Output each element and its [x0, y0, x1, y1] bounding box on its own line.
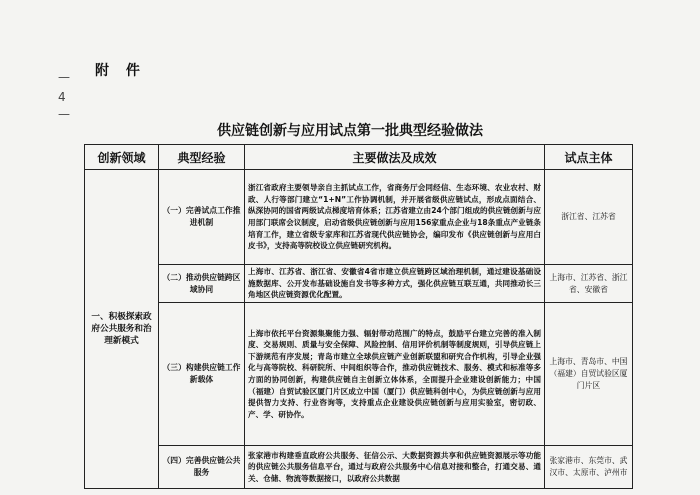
- experience-table: [84, 144, 633, 489]
- experience-cell: （一）完善试点工作推进机制: [159, 170, 245, 265]
- subject-cell: 上海市、青岛市、中国（福建）自贸试验区厦门片区: [545, 303, 633, 446]
- experience-cell: （四）完善供应链公共服务: [159, 446, 245, 489]
- header-measures: 主要做法及成效: [245, 145, 545, 170]
- table-row: [85, 303, 633, 446]
- header-domain: 创新领域: [85, 145, 159, 170]
- measures-cell: 浙江省政府主要领导亲自主抓试点工作，省商务厅会同经信、生态环境、农业农村、财政、人行等部门建立“1+N”工作协调机制，并开展省级供应链试点，形成点面结合、纵深协同的国省两级试点梯度培育体系；江苏省建立由24个部门组成的供应链创新与应用部门联席会议制度，启动省级供应链创新与应用156家重点企业与18条重点产业链条培育工作，建立省级专家库和江苏省现代供应链协会，编印发布《供应链创新与应用白皮书》，支持高等院校设立供应链研究机构。: [245, 170, 545, 265]
- subject-cell: 浙江省、江苏省: [545, 170, 633, 265]
- table-row: [85, 265, 633, 303]
- measures-cell: 上海市、江苏省、浙江省、安徽省4省市建立供应链跨区域治理机制，通过建设基础设施数据库、公开发布基础设施自发书等多种方式，强化供应链互联互通，共同推动长三角地区供应链资源优化配置。: [245, 265, 545, 303]
- page-mark-dash-top: —: [58, 70, 70, 84]
- experience-cell: （二）推动供应链跨区域协同: [159, 265, 245, 303]
- measures-cell: 上海市依托平台资源集聚能力强、辐射带动范围广的特点，鼓励平台建立完善的准入制度、交易规则、质量与安全保障、风险控制、信用评价机制等制度规则，引导供应链上下游规范有序发展；青岛市建立全球供应链产业创新联盟和研究合作机构，引导企业强化与高等院校、科研院所、中间组织等合作，推动供应链技术、服务、模式和标准等多方面的协同创新，构建供应链自主创新立体体系，全面提升企业建设创新能力；中国（福建）自贸试验区厦门片区成立中国（厦门）供应链科创中心，为供应链创新与应用提供智力支持、行业咨询等，支持重点企业建设供应链创新与应用实验室，密切政、产、学、研协作。: [245, 303, 545, 446]
- table-row: [85, 446, 633, 489]
- page-mark-dash-bottom: —: [58, 107, 70, 121]
- attachment-label: 附 件: [95, 63, 146, 79]
- table-header-row: [85, 145, 633, 170]
- experience-cell: （三）构建供应链工作新载体: [159, 303, 245, 446]
- table-title: 供应链创新与应用试点第一批典型经验做法: [217, 123, 483, 139]
- header-experience: 典型经验: [159, 145, 245, 170]
- table-row: [85, 170, 633, 265]
- subject-cell: 张家港市、东莞市、武汉市、太原市、泸州市: [545, 446, 633, 489]
- page-number: 4: [58, 90, 66, 104]
- measures-cell: 张家港市构建垂直政府公共服务、征信公示、大数据资源共享和供应链资源展示等功能的供应链公共服务信息平台，通过与政府公共服务中心信息对接和整合，打通交易、通关、仓储、物流等数据接口，以政府公共数据: [245, 446, 545, 489]
- subject-cell: 上海市、江苏省、浙江省、安徽省: [545, 265, 633, 303]
- header-subject: 试点主体: [545, 145, 633, 170]
- domain-cell: 一、积极探索政府公共服务和治理新模式: [85, 170, 159, 489]
